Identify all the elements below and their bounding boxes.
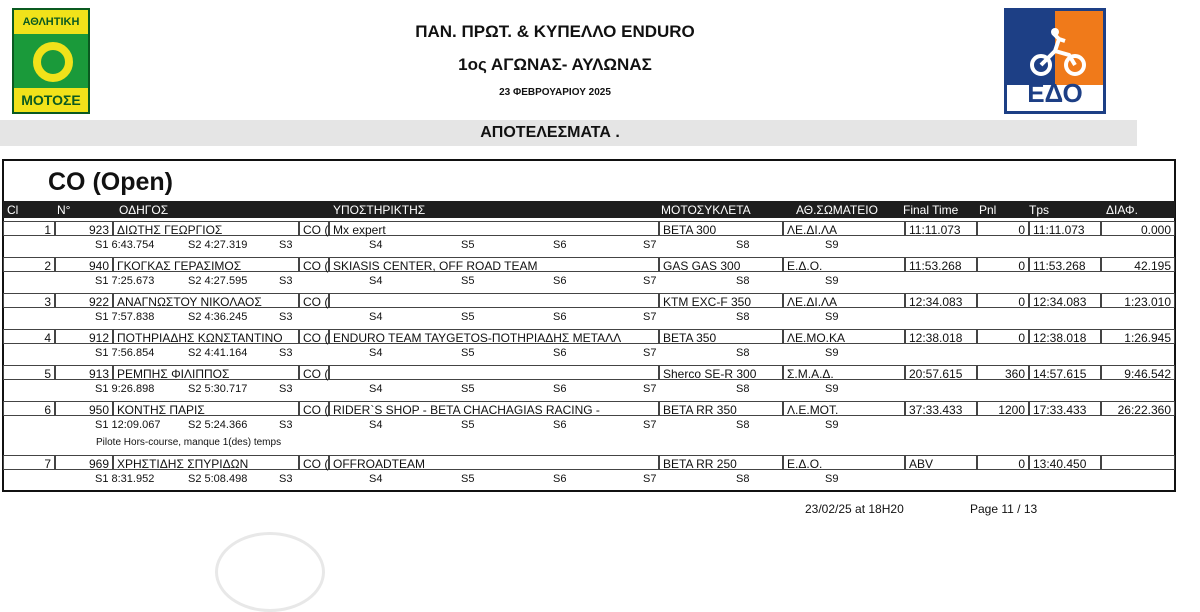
motorcycle-cell — [659, 365, 783, 380]
stage-label-s6: S6 — [553, 239, 567, 251]
difference: 9:46.542 — [1124, 367, 1171, 381]
class-code-cell — [299, 257, 329, 272]
class-code-cell — [299, 293, 329, 308]
club-cell — [783, 293, 905, 308]
sponsor-cell — [329, 365, 659, 380]
stage-label-s6: S6 — [553, 419, 567, 431]
class-code: CO ( — [303, 331, 329, 345]
stage-label-s5: S5 — [461, 239, 475, 251]
sponsor: OFFROADTEAM — [333, 457, 425, 471]
motorcycle-cell — [659, 293, 783, 308]
final-time: 12:38.018 — [909, 331, 963, 345]
column-header-row — [3, 201, 1175, 218]
split-time-s1: S1 7:25.673 — [95, 275, 155, 287]
stage-label-s4: S4 — [369, 239, 383, 251]
club: Ε.Δ.Ο. — [787, 259, 823, 273]
split-time-s1: S1 8:31.952 — [95, 473, 155, 485]
cl: 6 — [44, 403, 51, 417]
stage-label-s8: S8 — [736, 239, 750, 251]
club-logo-bottom-text: ΜΟΤΟΣΕ — [14, 88, 88, 112]
stage-label-s3: S3 — [279, 347, 293, 359]
stage-label-s3: S3 — [279, 419, 293, 431]
penalty: 360 — [1004, 367, 1025, 381]
final-time: 12:34.083 — [909, 295, 963, 309]
stage-label-s9: S9 — [825, 347, 839, 359]
difference-cell — [1101, 455, 1175, 470]
watermark-logo — [215, 532, 325, 612]
motorcycle: KTM EXC-F 350 — [663, 295, 752, 309]
motorcycle: Sherco SE-R 300 — [663, 367, 757, 381]
column-header: Tps — [1029, 203, 1050, 217]
time: 17:33.433 — [1033, 403, 1087, 417]
class-code-cell — [299, 455, 329, 470]
split-time-s2: S2 5:08.498 — [188, 473, 248, 485]
split-times-row — [3, 472, 1175, 487]
motorcycle: GAS GAS 300 — [663, 259, 741, 273]
split-time-s2: S2 5:30.717 — [188, 383, 248, 395]
penalty-cell — [977, 221, 1029, 236]
difference: 1:23.010 — [1124, 295, 1171, 309]
sponsor-cell — [329, 455, 659, 470]
penalty-cell — [977, 401, 1029, 416]
cl: 4 — [44, 331, 51, 345]
penalty: 0 — [1018, 223, 1025, 237]
stage-label-s7: S7 — [643, 239, 657, 251]
rider-number-cell — [55, 221, 113, 236]
stage-label-s4: S4 — [369, 275, 383, 287]
stage-label-s6: S6 — [553, 275, 567, 287]
time-cell — [1029, 329, 1101, 344]
time-cell — [1029, 365, 1101, 380]
difference-cell — [1101, 293, 1175, 308]
difference-cell — [1101, 329, 1175, 344]
motorcycle: BETA 350 — [663, 331, 717, 345]
difference: 26:22.360 — [1117, 403, 1171, 417]
stage-label-s3: S3 — [279, 383, 293, 395]
split-time-s2: S2 4:27.595 — [188, 275, 248, 287]
rider-number-cell — [55, 257, 113, 272]
time-cell — [1029, 455, 1101, 470]
penalty-cell — [977, 293, 1029, 308]
class-code: CO ( — [303, 223, 329, 237]
class-code-cell — [299, 365, 329, 380]
class-code: CO ( — [303, 403, 329, 417]
final-time-cell — [905, 455, 977, 470]
motorcycle: BETA 300 — [663, 223, 717, 237]
stage-label-s5: S5 — [461, 473, 475, 485]
rider-number-cell — [55, 365, 113, 380]
difference: 1:26.945 — [1124, 331, 1171, 345]
rider-number: 969 — [88, 457, 109, 471]
time-cell — [1029, 221, 1101, 236]
driver-name: ΠΟΤΗΡΙΑΔΗΣ ΚΩΝΣΤΑΝΤΙΝΟ — [117, 331, 283, 345]
stage-label-s5: S5 — [461, 275, 475, 287]
driver-name: ΑΝΑΓΝΩΣΤΟΥ ΝΙΚΟΛΑΟΣ — [117, 295, 262, 309]
column-header: Pnl — [979, 203, 997, 217]
club-cell — [783, 401, 905, 416]
motorcycle-cell — [659, 401, 783, 416]
time: 11:11.073 — [1033, 223, 1085, 237]
penalty: 0 — [1018, 259, 1025, 273]
driver-name-cell — [113, 329, 299, 344]
column-header: ΟΔΗΓΟΣ — [119, 203, 169, 217]
stage-label-s5: S5 — [461, 383, 475, 395]
split-time-s1: S1 7:56.854 — [95, 347, 155, 359]
motorcycle: BETA RR 350 — [663, 403, 737, 417]
difference: 0.000 — [1140, 223, 1171, 237]
sponsor-cell — [329, 401, 659, 416]
time: 12:38.018 — [1033, 331, 1087, 345]
rider-number: 912 — [88, 331, 109, 345]
cl-cell — [3, 257, 55, 272]
final-time-cell — [905, 329, 977, 344]
difference-cell — [1101, 365, 1175, 380]
final-time-cell — [905, 365, 977, 380]
stage-label-s8: S8 — [736, 347, 750, 359]
stage-label-s8: S8 — [736, 275, 750, 287]
stage-label-s3: S3 — [279, 473, 293, 485]
rider-number: 940 — [88, 259, 109, 273]
penalty: 1200 — [998, 403, 1025, 417]
stage-label-s8: S8 — [736, 311, 750, 323]
stage-label-s9: S9 — [825, 311, 839, 323]
sponsor: SKIASIS CENTER, OFF ROAD TEAM — [333, 259, 538, 273]
stage-label-s7: S7 — [643, 383, 657, 395]
final-time: 20:57.615 — [909, 367, 963, 381]
motorcycle: BETA RR 250 — [663, 457, 737, 471]
stage-label-s7: S7 — [643, 275, 657, 287]
final-time-cell — [905, 401, 977, 416]
sponsor-cell — [329, 257, 659, 272]
difference-cell — [1101, 221, 1175, 236]
split-times-row — [3, 274, 1175, 289]
results-band — [0, 120, 1137, 146]
split-times-row — [3, 238, 1175, 253]
difference: 42.195 — [1134, 259, 1171, 273]
driver-name-cell — [113, 257, 299, 272]
penalty-cell — [977, 257, 1029, 272]
result-row — [3, 365, 1175, 380]
club: ΛΕ.ΔΙ.ΛΑ — [787, 223, 838, 237]
club-cell — [783, 365, 905, 380]
driver-name: ΔΙΩΤΗΣ ΓΕΩΡΓΙΟΣ — [117, 223, 223, 237]
final-time-cell — [905, 257, 977, 272]
class-code: CO ( — [303, 367, 329, 381]
cl-cell — [3, 455, 55, 470]
penalty-cell — [977, 329, 1029, 344]
print-timestamp: 23/02/25 at 18H20 — [805, 502, 904, 516]
club: Σ.Μ.Α.Δ. — [787, 367, 834, 381]
final-time: 11:53.268 — [909, 259, 962, 273]
stage-label-s6: S6 — [553, 383, 567, 395]
result-row — [3, 221, 1175, 236]
stage-label-s5: S5 — [461, 419, 475, 431]
cl: 5 — [44, 367, 51, 381]
split-time-s1: S1 6:43.754 — [95, 239, 155, 251]
stage-label-s5: S5 — [461, 347, 475, 359]
club: Ε.Δ.Ο. — [787, 457, 823, 471]
time-cell — [1029, 401, 1101, 416]
split-times-row — [3, 310, 1175, 325]
split-time-s1: S1 7:57.838 — [95, 311, 155, 323]
driver-name: ΓΚΟΓΚΑΣ ΓΕΡΑΣΙΜΟΣ — [117, 259, 242, 273]
penalty: 0 — [1018, 295, 1025, 309]
stage-label-s9: S9 — [825, 473, 839, 485]
split-times-row — [3, 418, 1175, 433]
driver-name-cell — [113, 221, 299, 236]
driver-name-cell — [113, 365, 299, 380]
stage-label-s9: S9 — [825, 383, 839, 395]
time: 12:34.083 — [1033, 295, 1087, 309]
final-time-cell — [905, 293, 977, 308]
class-code-cell — [299, 221, 329, 236]
stage-label-s9: S9 — [825, 419, 839, 431]
rider-number: 913 — [88, 367, 109, 381]
time: 11:53.268 — [1033, 259, 1086, 273]
motorcycle-cell — [659, 329, 783, 344]
driver-name-cell — [113, 455, 299, 470]
split-time-s2: S2 4:36.245 — [188, 311, 248, 323]
stage-label-s3: S3 — [279, 239, 293, 251]
club: ΛΕ.ΜΟ.ΚΑ — [787, 331, 846, 345]
stage-label-s7: S7 — [643, 473, 657, 485]
cl-cell — [3, 365, 55, 380]
split-time-s1: S1 12:09.067 — [95, 419, 161, 431]
final-time-cell — [905, 221, 977, 236]
club-cell — [783, 221, 905, 236]
club-logo-top-text: ΑΘΛΗΤΙΚΗ — [14, 10, 88, 34]
class-code: CO ( — [303, 295, 329, 309]
final-time: 11:11.073 — [909, 223, 961, 237]
stage-label-s4: S4 — [369, 473, 383, 485]
split-time-s2: S2 5:24.366 — [188, 419, 248, 431]
category-title: CO (Open) — [48, 168, 173, 196]
class-code: CO ( — [303, 457, 329, 471]
race-date: 23 ΦΕΒΡΟΥΑΡΙΟΥ 2025 — [499, 87, 611, 98]
rider-number: 923 — [88, 223, 109, 237]
driver-name: ΚΟΝΤΗΣ ΠΑΡΙΣ — [117, 403, 205, 417]
result-row — [3, 401, 1175, 416]
driver-name-cell — [113, 401, 299, 416]
class-code: CO ( — [303, 259, 329, 273]
motorcycle-cell — [659, 221, 783, 236]
race-title: 1ος ΑΓΩΝΑΣ- ΑΥΛΩΝΑΣ — [458, 55, 652, 74]
club-cell — [783, 257, 905, 272]
stage-label-s4: S4 — [369, 311, 383, 323]
championship-title: ΠΑΝ. ΠΡΩΤ. & ΚΥΠΕΛΛΟ ENDURO — [415, 22, 695, 41]
rider-number: 950 — [88, 403, 109, 417]
sponsor: Mx expert — [333, 223, 386, 237]
stage-label-s6: S6 — [553, 347, 567, 359]
result-row — [3, 257, 1175, 272]
stage-label-s8: S8 — [736, 383, 750, 395]
stage-label-s8: S8 — [736, 419, 750, 431]
split-times-row — [3, 346, 1175, 361]
cl: 1 — [44, 223, 51, 237]
stage-label-s4: S4 — [369, 419, 383, 431]
rider-number-cell — [55, 293, 113, 308]
cl: 3 — [44, 295, 51, 309]
result-row — [3, 455, 1175, 470]
rider-number: 922 — [88, 295, 109, 309]
sponsor: RIDER`S SHOP - BETA CHACHAGIAS RACING - — [333, 403, 600, 417]
stage-label-s6: S6 — [553, 473, 567, 485]
federation-logo-text: ΕΔΟ — [1027, 78, 1083, 108]
column-header: ΔΙΑΦ. — [1106, 203, 1138, 217]
cl-cell — [3, 221, 55, 236]
column-header: ΜΟΤΟΣΥΚΛΕΤΑ — [661, 203, 751, 217]
time-cell — [1029, 257, 1101, 272]
time-cell — [1029, 293, 1101, 308]
driver-name: ΧΡΗΣΤΙΔΗΣ ΣΠΥΡΙΔΩΝ — [117, 457, 249, 471]
driver-name: ΡΕΜΠΗΣ ΦΙΛΙΠΠΟΣ — [117, 367, 230, 381]
time: 14:57.615 — [1033, 367, 1087, 381]
cl: 7 — [44, 457, 51, 471]
stage-label-s4: S4 — [369, 383, 383, 395]
split-times-row — [3, 382, 1175, 397]
club-cell — [783, 455, 905, 470]
result-row — [3, 329, 1175, 344]
stage-label-s5: S5 — [461, 311, 475, 323]
stage-label-s7: S7 — [643, 347, 657, 359]
page-number: Page 11 / 13 — [970, 502, 1038, 516]
rider-note: Pilote Hors-course, manque 1(des) temps — [96, 437, 282, 448]
difference-cell — [1101, 401, 1175, 416]
result-row — [3, 293, 1175, 308]
split-time-s1: S1 9:26.898 — [95, 383, 155, 395]
column-header: ΑΘ.ΣΩΜΑΤΕΙΟ — [796, 203, 878, 217]
stage-label-s3: S3 — [279, 275, 293, 287]
penalty: 0 — [1018, 457, 1025, 471]
stage-label-s4: S4 — [369, 347, 383, 359]
stage-label-s9: S9 — [825, 239, 839, 251]
column-header: Cl — [7, 203, 19, 217]
club: ΛΕ.ΔΙ.ΛΑ — [787, 295, 838, 309]
class-code-cell — [299, 329, 329, 344]
column-header: N° — [57, 203, 71, 217]
split-time-s2: S2 4:41.164 — [188, 347, 248, 359]
stage-label-s9: S9 — [825, 275, 839, 287]
column-header: Final Time — [903, 203, 959, 217]
cl-cell — [3, 293, 55, 308]
stage-label-s8: S8 — [736, 473, 750, 485]
final-time: ABV — [909, 457, 934, 471]
stage-label-s7: S7 — [643, 311, 657, 323]
stage-label-s7: S7 — [643, 419, 657, 431]
cl-cell — [3, 401, 55, 416]
cl-cell — [3, 329, 55, 344]
motorcycle-cell — [659, 455, 783, 470]
results-heading: ΑΠΟΤΕΛΕΣΜΑΤΑ . — [480, 124, 620, 141]
sponsor: ENDURO TEAM TAYGETOS-ΠΟΤΗΡΙΑΔΗΣ ΜΕΤΑΛΛ — [333, 331, 622, 345]
split-time-s2: S2 4:27.319 — [188, 239, 248, 251]
final-time: 37:33.433 — [909, 403, 963, 417]
stage-label-s6: S6 — [553, 311, 567, 323]
sponsor-cell — [329, 221, 659, 236]
rider-number-cell — [55, 455, 113, 470]
rider-number-cell — [55, 329, 113, 344]
stage-label-s3: S3 — [279, 311, 293, 323]
club-cell — [783, 329, 905, 344]
motorcycle-cell — [659, 257, 783, 272]
penalty-cell — [977, 455, 1029, 470]
cl: 2 — [44, 259, 51, 273]
column-header: ΥΠΟΣΤΗΡΙΚΤΗΣ — [333, 203, 426, 217]
driver-name-cell — [113, 293, 299, 308]
penalty-cell — [977, 365, 1029, 380]
class-code-cell — [299, 401, 329, 416]
penalty: 0 — [1018, 331, 1025, 345]
club: Λ.Ε.ΜΟΤ. — [787, 403, 839, 417]
sponsor-cell — [329, 293, 659, 308]
sponsor-cell — [329, 329, 659, 344]
difference-cell — [1101, 257, 1175, 272]
time: 13:40.450 — [1033, 457, 1087, 471]
rider-number-cell — [55, 401, 113, 416]
